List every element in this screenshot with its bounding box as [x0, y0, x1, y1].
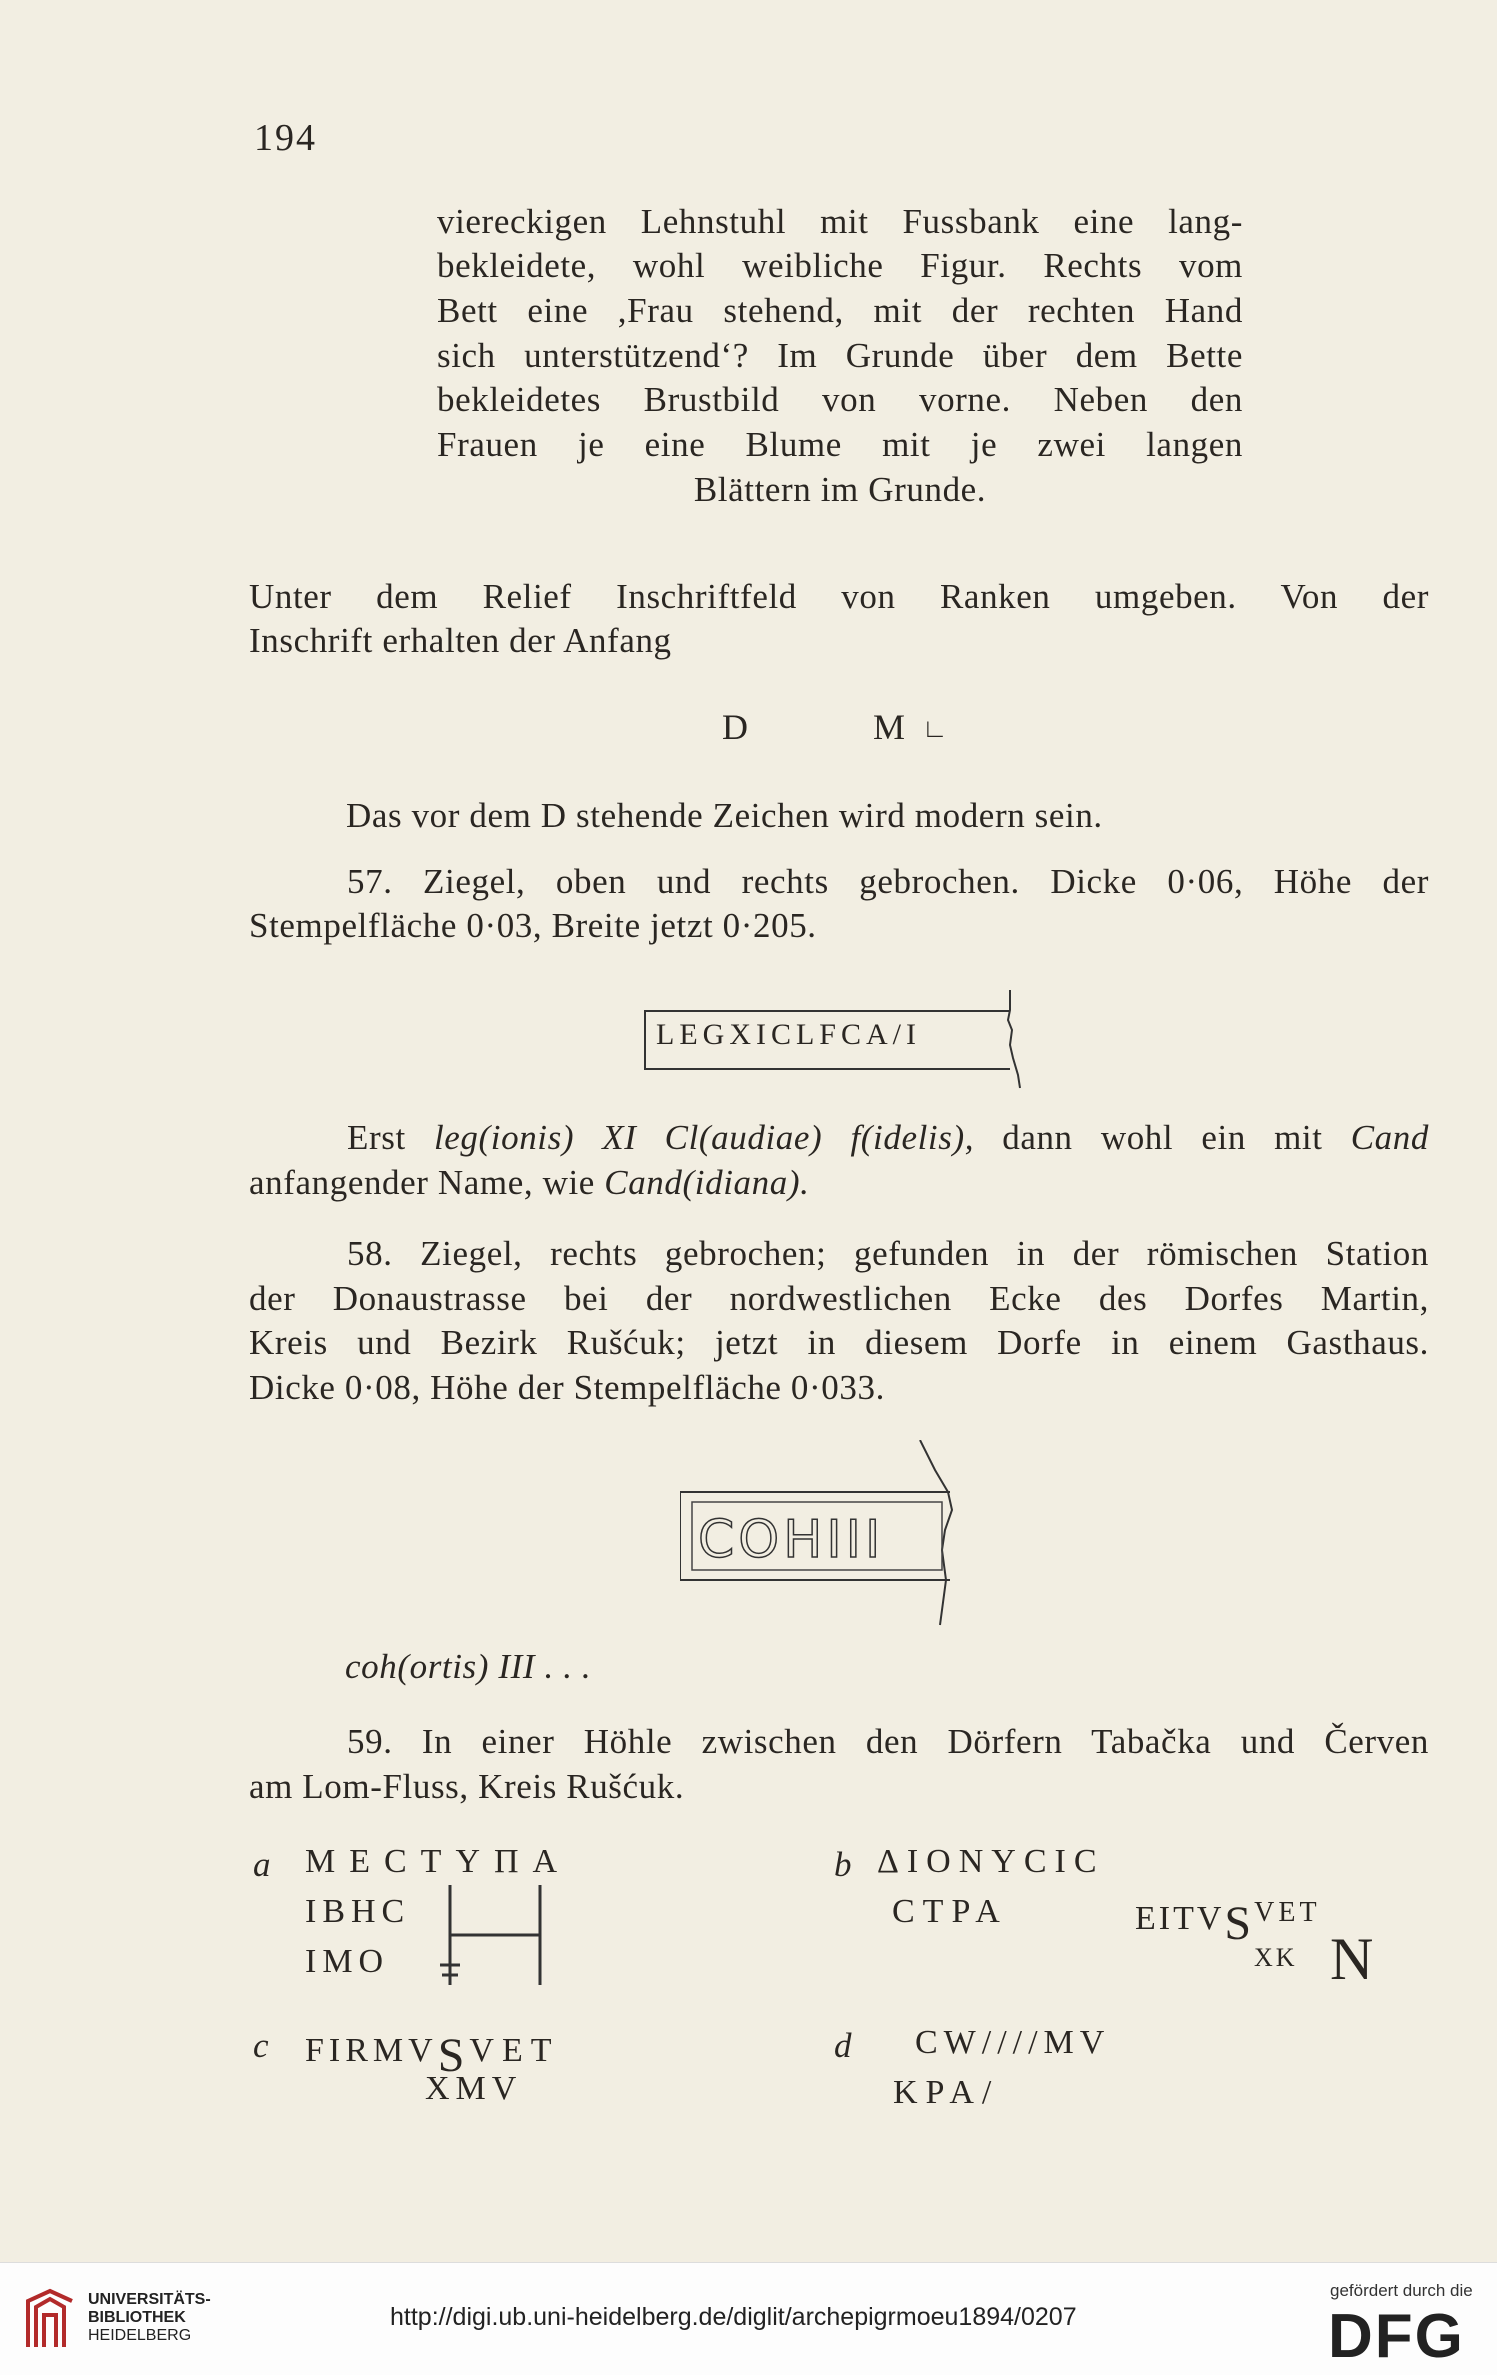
label-a: a: [253, 1845, 272, 1884]
inscription-c-line1: FIRMVSVET: [305, 2029, 560, 2082]
entry-58: Kreis und Bezirk Rušćuk; jetzt in diesem Dorfe in einem Gasthaus.: [249, 1323, 1429, 1362]
relief-paragraph-end: Inschrift erhalten der Anfang: [249, 621, 672, 660]
entry-57-end: Stempelfläche 0·03, Breite jetzt 0·205.: [249, 906, 817, 945]
text-line: sich unterstützend‘? Im Grunde über dem Bette: [437, 336, 1243, 375]
relief-paragraph: Unter dem Relief Inschriftfeld von Ranken umgeben. Von der: [249, 577, 1429, 616]
text-line: bekleidetes Brustbild von vorne. Neben den: [437, 380, 1243, 419]
label-c: c: [253, 2026, 270, 2065]
text-line: Frauen je eine Blume mit je zwei langen: [437, 425, 1243, 464]
reading-57: Erst leg(ionis) XI Cl(audiae) f(idelis), dann wohl ein mit Cand: [347, 1118, 1429, 1157]
inscription-b-line2: CTPA: [892, 1893, 1008, 1930]
inscription-b-right1: $EITVS^{VET}$: [1135, 1897, 1321, 1950]
stamp-57-break: [1000, 990, 1040, 1090]
inscription-a-line2: IBHC: [305, 1893, 411, 1930]
inscription-m: M: [873, 707, 906, 747]
inscription-a-line3: IMO: [305, 1943, 390, 1980]
inscription-sign: ∟: [922, 714, 949, 743]
inscription-a-sign: [440, 1880, 560, 1990]
inscription-d-line1: CW////MV: [915, 2024, 1111, 2061]
inscription-a-line1: MECTYΠA: [305, 1843, 572, 1880]
inscription-b-right2-sign: N: [1330, 1926, 1374, 1992]
page-number: 194: [254, 117, 317, 159]
funded-by-label: gefördert durch die: [1330, 2281, 1473, 2300]
library-logo-icon: [22, 2287, 78, 2353]
label-b: b: [834, 1845, 853, 1884]
footer-bar: [0, 2262, 1497, 2375]
note-modern: Das vor dem D stehende Zeichen wird modern sein.: [346, 796, 1103, 835]
inscription-b-right2: XK: [1254, 1943, 1298, 1972]
text-line: bekleidete, wohl weibliche Figur. Rechts vom: [437, 246, 1243, 285]
library-name: UNIVERSITÄTS- BIBLIOTHEK HEIDELBERG: [88, 2291, 211, 2344]
inscription-d: D: [722, 707, 749, 747]
entry-58: 58. Ziegel, rechts gebrochen; gefunden in der römischen Station: [347, 1234, 1429, 1273]
text-line: viereckigen Lehnstuhl mit Fussbank eine lang-: [437, 202, 1243, 241]
source-url[interactable]: http://digi.ub.uni-heidelberg.de/diglit/archepigrmoeu1894/0207: [390, 2303, 1077, 2331]
reading-57-end: anfangender Name, wie Cand(idiana).: [249, 1163, 810, 1202]
coh-reading: coh(ortis) III . . .: [345, 1647, 592, 1686]
entry-58-end: Dicke 0·08, Höhe der Stempelfläche 0·033.: [249, 1368, 885, 1407]
stamp-57-text: LEGXICLFCA/I: [656, 1018, 921, 1051]
dfg-logo: DFG: [1328, 2302, 1465, 2371]
entry-59: 59. In einer Höhle zwischen den Dörfern Tabačka und Červen: [347, 1722, 1429, 1761]
inscription-b-line1: ΔIONYCIC: [877, 1843, 1105, 1880]
stamp-58-text: COHIII: [698, 1510, 885, 1570]
entry-59-end: am Lom-Fluss, Kreis Rušćuk.: [249, 1767, 685, 1806]
inscription-d-line2: KPA/: [893, 2074, 1000, 2111]
inscription-c-line2: XMV: [425, 2070, 523, 2107]
entry-58: der Donaustrasse bei der nordwestlichen Ecke des Dorfes Martin,: [249, 1279, 1429, 1318]
text-line: Blättern im Grunde.: [693, 470, 987, 509]
entry-57: 57. Ziegel, oben und rechts gebrochen. Dicke 0·06, Höhe der: [347, 862, 1429, 901]
text-line: Bett eine ,Frau stehend, mit der rechten Hand: [437, 291, 1243, 330]
label-d: d: [834, 2026, 853, 2065]
